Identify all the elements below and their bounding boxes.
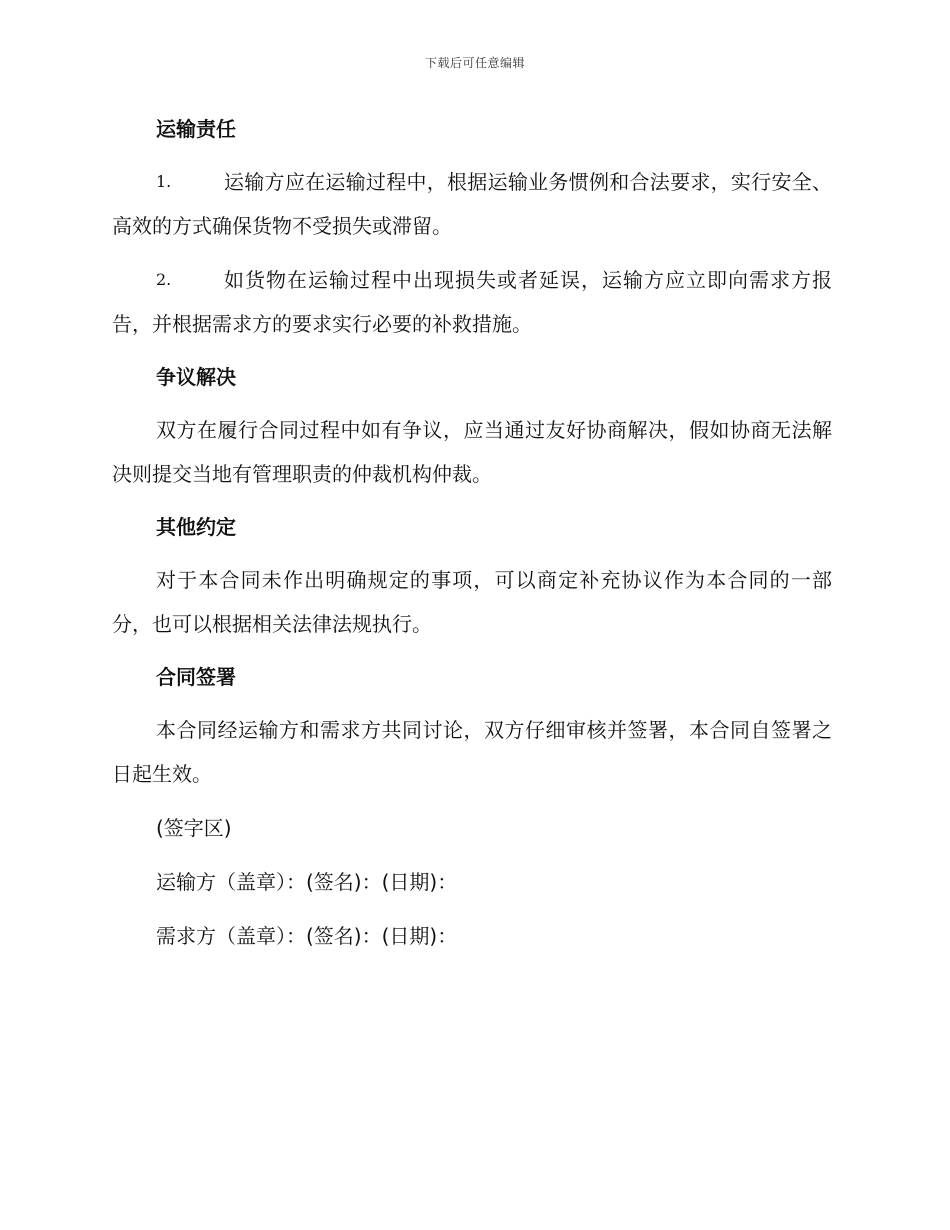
demander-signature-line: 需求方（盖章）：(签名)：(日期)： <box>156 924 458 948</box>
item-number: 1. <box>156 172 172 191</box>
document-body <box>112 108 832 958</box>
signature-area-label: (签字区) <box>156 816 232 840</box>
item-text: 如货物在运输过程中出现损失或者延误，运输方应立即向需求方报告，并根据需求方的要求实行必要的补救措施。 <box>112 268 832 336</box>
transport-item-1 <box>112 160 832 248</box>
item-number: 2. <box>156 270 172 289</box>
section-title-signing: 合同签署 <box>156 665 236 689</box>
section-title-dispute: 争议解决 <box>156 365 236 389</box>
transport-item-2 <box>112 258 832 346</box>
header-note: 下载后可任意编辑 <box>424 56 525 70</box>
section-title-other: 其他约定 <box>156 515 236 539</box>
signing-paragraph: 本合同经运输方和需求方共同讨论，双方仔细审核并签署，本合同自签署之日起生效。 <box>112 718 832 786</box>
dispute-paragraph: 双方在履行合同过程中如有争议，应当通过友好协商解决，假如协商无法解决则提交当地有管理职责的仲裁机构仲裁。 <box>112 418 832 486</box>
item-text: 运输方应在运输过程中，根据运输业务惯例和合法要求，实行安全、高效的方式确保货物不受损失或滞留。 <box>112 170 832 238</box>
section-title-transport: 运输责任 <box>156 117 236 141</box>
other-paragraph: 对于本合同未作出明确规定的事项，可以商定补充协议作为本合同的一部分，也可以根据相关法律法规执行。 <box>112 568 832 636</box>
carrier-signature-line: 运输方（盖章）：(签名)：(日期)： <box>156 870 458 894</box>
